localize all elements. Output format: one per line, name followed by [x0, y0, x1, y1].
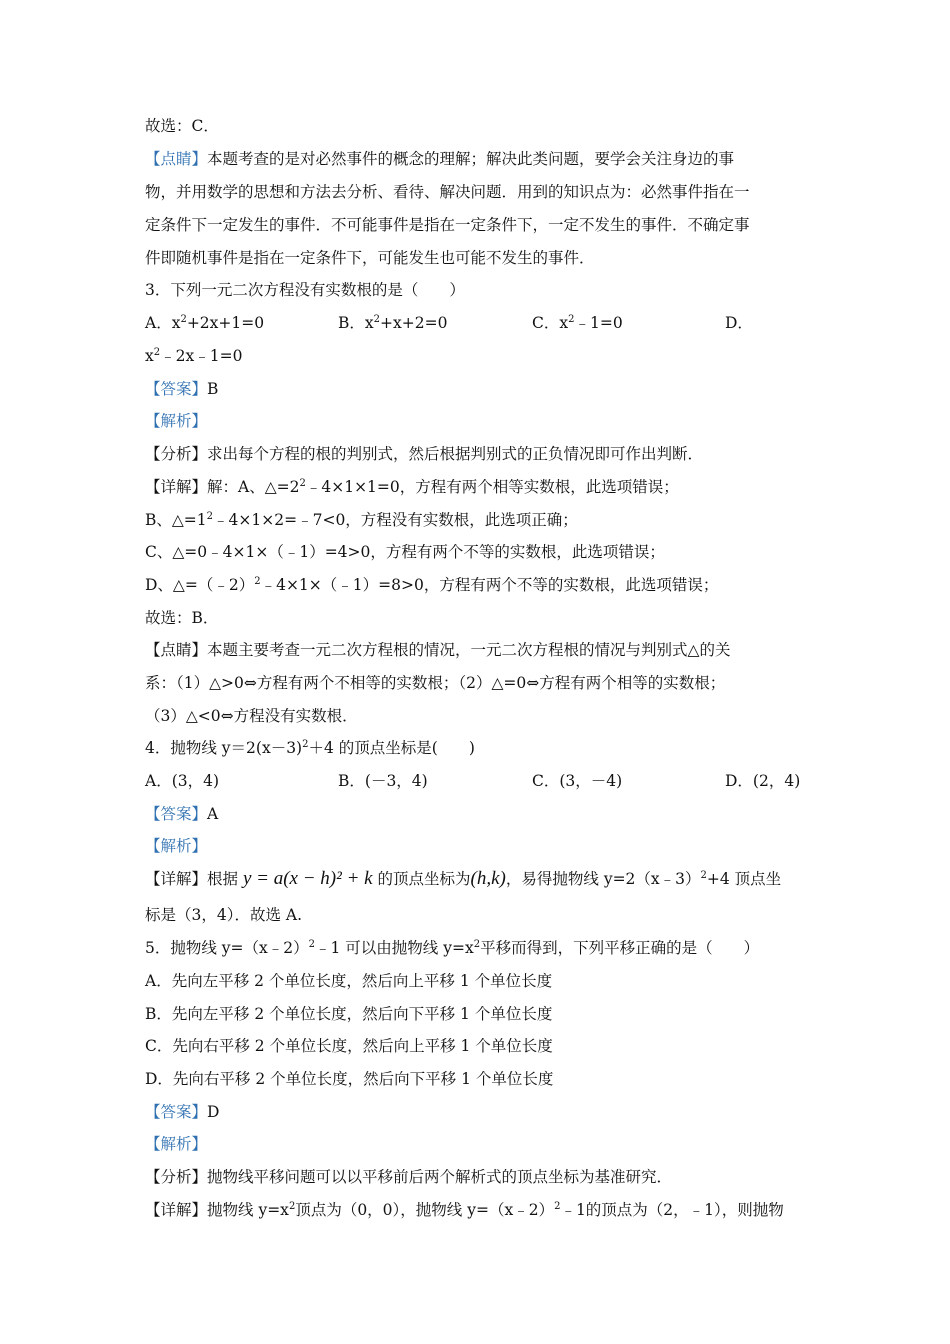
- q3-option-c: C．$x^2﹣1=0$: [532, 314, 623, 332]
- q3-fenxi: 【分析】求出每个方程的根的判别式，然后根据判别式的正负情况即可作出判断．: [145, 445, 704, 463]
- q3-xiangjie-4: D、△=（﹣2）$^2$﹣4×1×（﹣1）=8>0，方程有两个不等的实数根，此选项错误；: [145, 576, 719, 594]
- q3-jiexi: [145, 410, 207, 432]
- text-line: 件即随机事件是指在一定条件下，可能发生也可能不发生的事件．: [145, 249, 595, 267]
- q5-answer: 【答案】D: [145, 1103, 220, 1121]
- q3-option-d: $x^2﹣2x﹣1=0$: [145, 347, 243, 365]
- fenxi-tag: 【分析】: [145, 1168, 208, 1186]
- q5-xiangjie-1: 【详解】抛物线 $y=x^2$顶点为（0，0），抛物线 y=（x﹣2）$^2$﹣1的顶点为（2，﹣1），则抛物: [145, 1201, 784, 1219]
- q5-option-b: B．先向左平移 2 个单位长度，然后向下平移 1 个单位长度: [145, 1005, 553, 1023]
- xiangjie-tag: 【详解】: [145, 478, 208, 496]
- q4-xiangjie-1: 【详解】根据 y = a(x − h)² + k 的顶点坐标为(h,k)，易得抛物线 y=2（x﹣3）$^2$+4 顶点坐: [145, 868, 782, 889]
- q5-option-a: A．先向左平移 2 个单位长度，然后向上平移 1 个单位长度: [145, 972, 553, 990]
- xiangjie-tag: 【详解】: [145, 870, 208, 888]
- q5-option-c: C．先向右平移 2 个单位长度，然后向上平移 1 个单位长度: [145, 1037, 553, 1055]
- q4-option-b: B．(－3，4): [338, 772, 428, 790]
- q3-dianjing-3: （3）△<0⇔方程没有实数根．: [145, 707, 358, 725]
- text-line: 定条件下一定发生的事件．不可能事件是指在一定条件下，一定不发生的事件．不确定事: [145, 216, 750, 234]
- q4-jiexi: [145, 835, 207, 857]
- q4-xiangjie-2: 标是（3，4）．故选 A.: [145, 906, 303, 924]
- xiangjie-tag: 【详解】: [145, 1201, 208, 1219]
- q3-xiangjie-1: 【详解】解：A、$\triangle=2^2﹣4\times 1\times 1=0$，方程有两个相等实数根，此选项错误；: [145, 478, 679, 496]
- vertex-hk: (h,k): [470, 868, 506, 889]
- dianjing-tag: 【点睛】: [145, 150, 208, 168]
- q3-dianjing-1: 【点睛】本题主要考查一元二次方程根的情况，一元二次方程根的情况与判别式△的关: [145, 641, 731, 659]
- q5-fenxi: 【分析】抛物线平移问题可以以平移前后两个解析式的顶点坐标为基准研究．: [145, 1168, 673, 1186]
- q3-answer: 【答案】B: [145, 380, 219, 398]
- jiexi-tag: 【解析】: [145, 412, 208, 430]
- q3-option-d-label: D．: [725, 314, 753, 332]
- q4-option-a: A．(3，4): [145, 772, 220, 790]
- q3-option-b: B．$x^2+x+2=0$: [338, 314, 448, 332]
- q3-xiangjie-3: C、△=0﹣4×1×（﹣1）=4>0，方程有两个不等的实数根，此选项错误；: [145, 543, 665, 561]
- question-5-stem: 5．抛物线 y=（x﹣2）$^2$﹣1 可以由抛物线 $y=x^2$平移而得到，下列平移正确的是（ ）: [145, 939, 760, 957]
- fenxi-tag: 【分析】: [145, 445, 208, 463]
- dianjing-paragraph: 【点睛】本题考查的是对必然事件的概念的理解；解决此类问题，要学会关注身边的事: [145, 150, 735, 168]
- jiexi-tag: 【解析】: [145, 1135, 208, 1153]
- answer-tag: 【答案】: [145, 380, 208, 398]
- jiexi-tag: 【解析】: [145, 837, 208, 855]
- q4-option-d: D．(2，4): [725, 772, 801, 790]
- q5-jiexi: [145, 1133, 207, 1155]
- q3-option-a: A．$x^2+2x+1=0$: [145, 314, 265, 332]
- q3-guxuan: 故选：B．: [145, 609, 219, 627]
- q3-dianjing-2: 系：（1）△>0⇔方程有两个不相等的实数根；（2）△=0⇔方程有两个相等的实数根；: [145, 674, 726, 692]
- question-3-stem: 3．下列一元二次方程没有实数根的是（ ）: [145, 281, 465, 299]
- vertex-formula: y = a(x − h)² + k: [242, 868, 373, 889]
- text-line: 物，并用数学的思想和方法去分析、看待、解决问题．用到的知识点为：必然事件指在一: [145, 183, 750, 201]
- q4-answer: 【答案】A: [145, 805, 219, 823]
- question-4-stem: 4．抛物线 $y=2(x-3)^2+4$ 的顶点坐标是( ): [145, 739, 475, 757]
- q5-option-d: D．先向右平移 2 个单位长度，然后向下平移 1 个单位长度: [145, 1070, 554, 1088]
- dianjing-tag: 【点睛】: [145, 641, 208, 659]
- q3-xiangjie-2: B、$\triangle=1^2﹣4\times 1\times 2=﹣7<0$，方程没有实数根，此选项正确；: [145, 511, 578, 529]
- answer-tag: 【答案】: [145, 1103, 208, 1121]
- q4-option-c: C．(3，－4): [532, 772, 623, 790]
- text-line: 故选：C．: [145, 117, 219, 135]
- answer-tag: 【答案】: [145, 805, 208, 823]
